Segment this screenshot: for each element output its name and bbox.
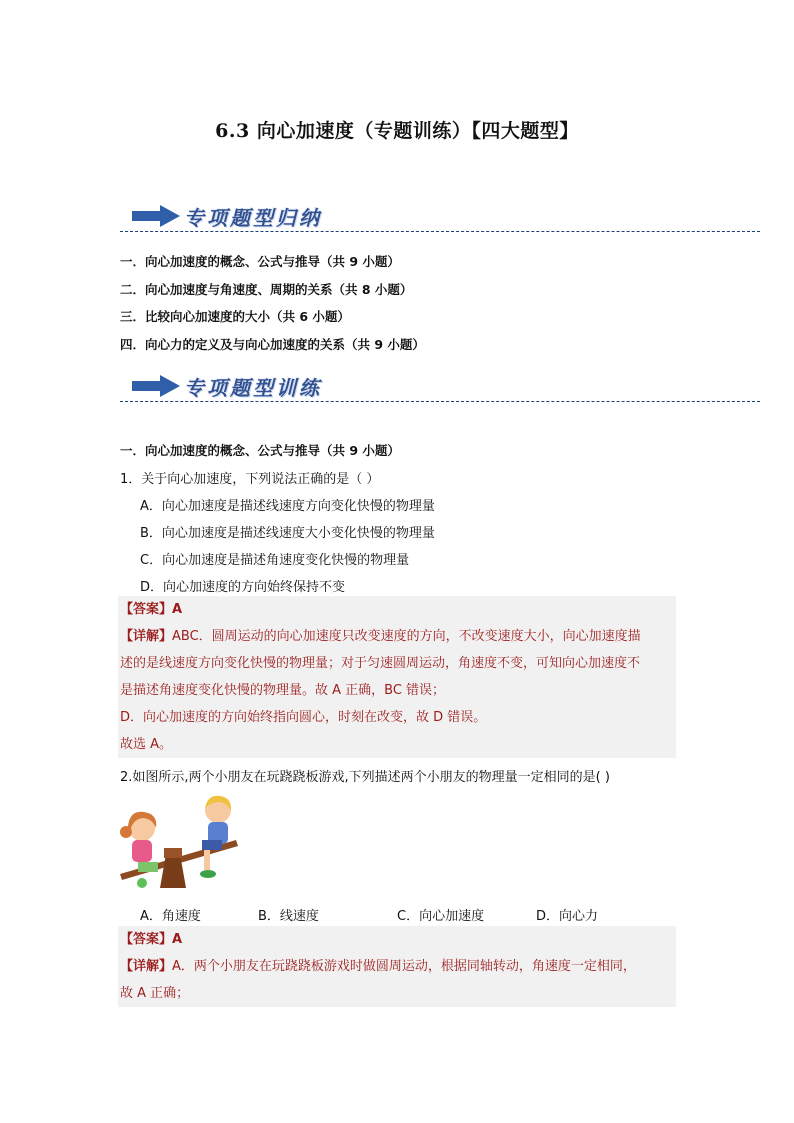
detail-label: 【详解】: [120, 959, 173, 974]
topic-item: 一．向心加速度的概念、公式与推导（共 9 小题）: [120, 254, 400, 269]
topic-item: 二．向心加速度与角速度、周期的关系（共 8 小题）: [120, 281, 413, 297]
seesaw-kids-illustration: [118, 788, 240, 892]
section-heading: 一．向心加速度的概念、公式与推导（共 9 小题）: [120, 443, 400, 458]
question-stem: 1．关于向心加速度，下列说法正确的是（ ）: [120, 472, 380, 487]
section-banner-training: [120, 370, 760, 402]
detail-line: 述的是线速度方向变化快慢的物理量；对于匀速圆周运动，角速度不变，可知向心加速度不: [120, 656, 641, 671]
option-b: B．向心加速度是描述线速度大小变化快慢的物理量: [140, 526, 435, 541]
question-stem: 2.如图所示,两个小朋友在玩跷跷板游戏,下列描述两个小朋友的物理量一定相同的是( ): [120, 770, 610, 785]
detail-line: ABC．圆周运动的向心加速度只改变速度的方向，不改变速度大小，向心加速度描: [172, 629, 641, 644]
option-b: B．线速度: [258, 909, 319, 924]
detail-line: A．两个小朋友在玩跷跷板游戏时做圆周运动，根据同轴转动，角速度一定相同，: [172, 959, 636, 974]
answer-block: [118, 926, 676, 1007]
answer-value: A: [172, 602, 183, 617]
answer-block: [118, 596, 676, 758]
answer-label: 【答案】: [120, 932, 173, 947]
answer-label: 【答案】: [120, 602, 173, 617]
dashed-divider: [120, 231, 760, 232]
arrow-icon: [132, 375, 180, 397]
detail-line: 故 A 正确；: [120, 986, 190, 1001]
page-title: 6.3 向心加速度（专题训练）【四大题型】: [215, 120, 579, 142]
option-c: C．向心加速度是描述角速度变化快慢的物理量: [140, 553, 410, 568]
banner-label: 专项题型训练: [184, 376, 322, 400]
topic-item: 三．比较向心加速度的大小（共 6 小题）: [120, 309, 350, 324]
detail-line: D．向心加速度的方向始终指向圆心，时刻在改变，故 D 错误。: [120, 710, 487, 725]
detail-line: 是描述角速度变化快慢的物理量。故 A 正确，BC 错误；: [120, 683, 446, 698]
option-a: A．向心加速度是描述线速度方向变化快慢的物理量: [140, 499, 435, 514]
topic-list: [120, 254, 425, 364]
detail-label: 【详解】: [120, 629, 173, 644]
option-c: C．向心加速度: [397, 909, 485, 924]
section-banner-summary: [120, 200, 760, 232]
option-d: D．向心加速度的方向始终保持不变: [140, 580, 346, 595]
answer-value: A: [172, 932, 183, 947]
detail-line: 故选 A。: [120, 737, 173, 752]
option-a: A．角速度: [140, 909, 201, 924]
topic-item: 四．向心力的定义及与向心加速度的关系（共 9 小题）: [120, 336, 425, 352]
arrow-icon: [132, 205, 180, 227]
banner-label: 专项题型归纳: [184, 206, 322, 230]
dashed-divider: [120, 401, 760, 402]
option-d: D．向心力: [536, 909, 599, 924]
